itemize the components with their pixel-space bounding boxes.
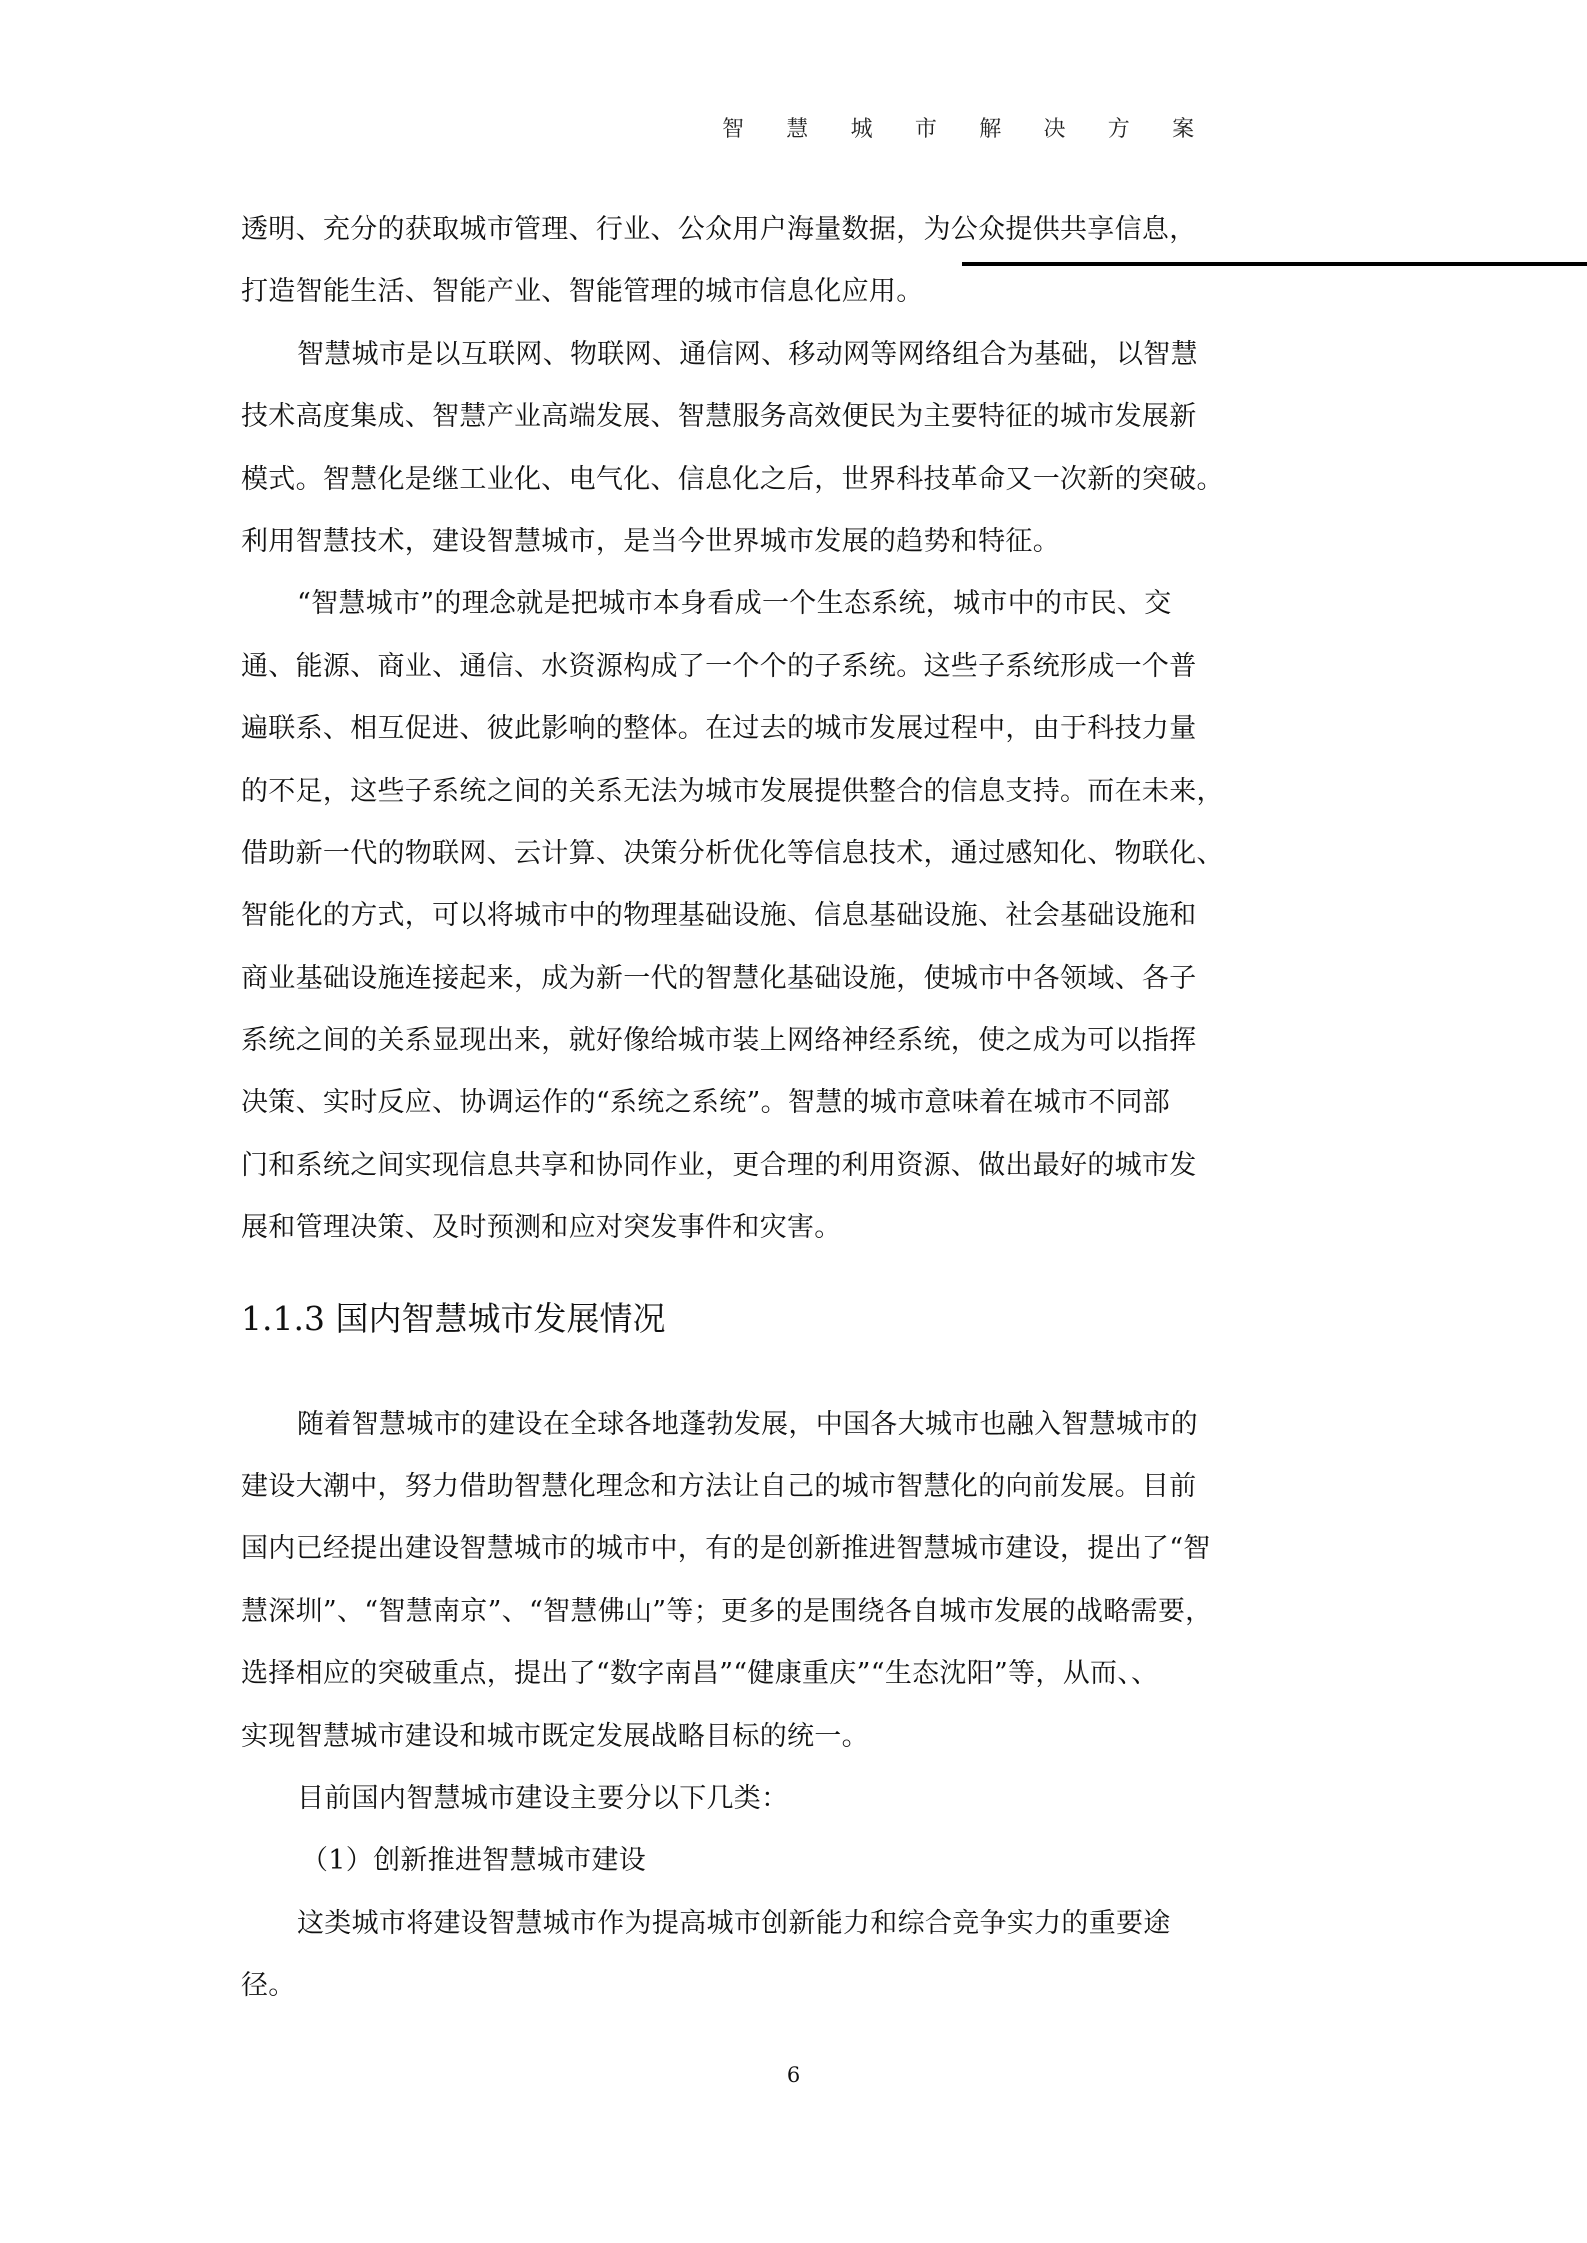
text-line: 系统之间的关系显现出来，就好像给城市装上网络神经系统，使之成为可以指挥	[241, 1025, 1197, 1057]
text-line: 径。	[241, 1970, 296, 2002]
text-line: 借助新一代的物联网、云计算、决策分析优化等信息技术，通过感知化、物联化、	[241, 837, 1224, 869]
section-heading: 1.1.3 国内智慧城市发展情况	[241, 1298, 666, 1338]
page-number: 6	[786, 2063, 801, 2087]
text-line: 智能化的方式，可以将城市中的物理基础设施、信息基础设施、社会基础设施和	[241, 900, 1197, 932]
text-line: 通、能源、商业、通信、水资源构成了一个个的子系统。这些子系统形成一个普	[241, 650, 1197, 682]
text-line: 利用智慧技术，建设智慧城市，是当今世界城市发展的趋势和特征。	[241, 525, 1060, 557]
header-char: 智	[722, 117, 745, 142]
running-header	[722, 112, 1236, 148]
document-body	[241, 199, 1281, 2018]
text-line: 打造智能生活、智能产业、智能管理的城市信息化应用。	[241, 276, 924, 308]
text-line: 智慧城市是以互联网、物联网、通信网、移动网等网络组合为基础，以智慧	[297, 338, 1198, 370]
text-line: 实现智慧城市建设和城市既定发展战略目标的统一。	[241, 1720, 869, 1752]
text-line: 决策、实时反应、协调运作的“系统之系统”。智慧的城市意味着在城市不同部	[241, 1087, 1171, 1119]
text-line: 透明、充分的获取城市管理、行业、公众用户海量数据，为公众提供共享信息，	[241, 214, 1197, 245]
list-item: （1）创新推进智慧城市建设	[301, 1845, 647, 1877]
intro-paragraph	[241, 199, 1281, 324]
text-line: 选择相应的突破重点，提出了“数字南昌”“健康重庆”“生态沈阳”等，从而、、	[241, 1658, 1159, 1690]
text-line: 展和管理决策、及时预测和应对突发事件和灾害。	[241, 1212, 842, 1244]
text-line: 遍联系、相互促进、彼此影响的整体。在过去的城市发展过程中，由于科技力量	[241, 713, 1197, 745]
text-line: 建设大潮中，努力借助智慧化理念和方法让自己的城市智慧化的向前发展。目前	[241, 1471, 1197, 1503]
header-char: 城	[850, 117, 873, 142]
header-char: 慧	[786, 117, 809, 142]
text-line: 的不足，这些子系统之间的关系无法为城市发展提供整合的信息支持。而在未来，	[241, 775, 1224, 807]
header-char: 方	[1107, 117, 1130, 142]
paragraph-definition	[241, 324, 1281, 574]
header-char: 市	[914, 117, 937, 142]
header-char: 案	[1172, 117, 1195, 142]
text-line: 模式。智慧化是继工业化、电气化、信息化之后，世界科技革命又一次新的突破。	[241, 463, 1224, 495]
paragraph-concept	[241, 573, 1281, 1259]
text-line: 门和系统之间实现信息共享和协同作业，更合理的利用资源、做出最好的城市发	[241, 1149, 1197, 1181]
paragraph-domestic	[241, 1394, 1281, 1768]
paragraph-categories: 目前国内智慧城市建设主要分以下几类：	[297, 1782, 789, 1814]
header-char: 解	[979, 117, 1002, 142]
text-line: 国内已经提出建设智慧城市的城市中，有的是创新推进智慧城市建设，提出了“智	[241, 1533, 1211, 1565]
paragraph-innovation	[241, 1893, 1281, 2018]
text-line: 商业基础设施连接起来，成为新一代的智慧化基础设施，使城市中各领域、各子	[241, 962, 1197, 994]
text-line: “智慧城市”的理念就是把城市本身看成一个生态系统，城市中的市民、交	[297, 588, 1172, 620]
header-char: 决	[1043, 117, 1066, 142]
text-line: 这类城市将建设智慧城市作为提高城市创新能力和综合竞争实力的重要途	[297, 1907, 1171, 1939]
text-line: 技术高度集成、智慧产业高端发展、智慧服务高效便民为主要特征的城市发展新	[241, 401, 1197, 433]
text-line: 慧深圳”、“智慧南京”、“智慧佛山”等；更多的是围绕各自城市发展的战略需要，	[241, 1595, 1213, 1627]
text-line: 随着智慧城市的建设在全球各地蓬勃发展，中国各大城市也融入智慧城市的	[297, 1408, 1198, 1440]
